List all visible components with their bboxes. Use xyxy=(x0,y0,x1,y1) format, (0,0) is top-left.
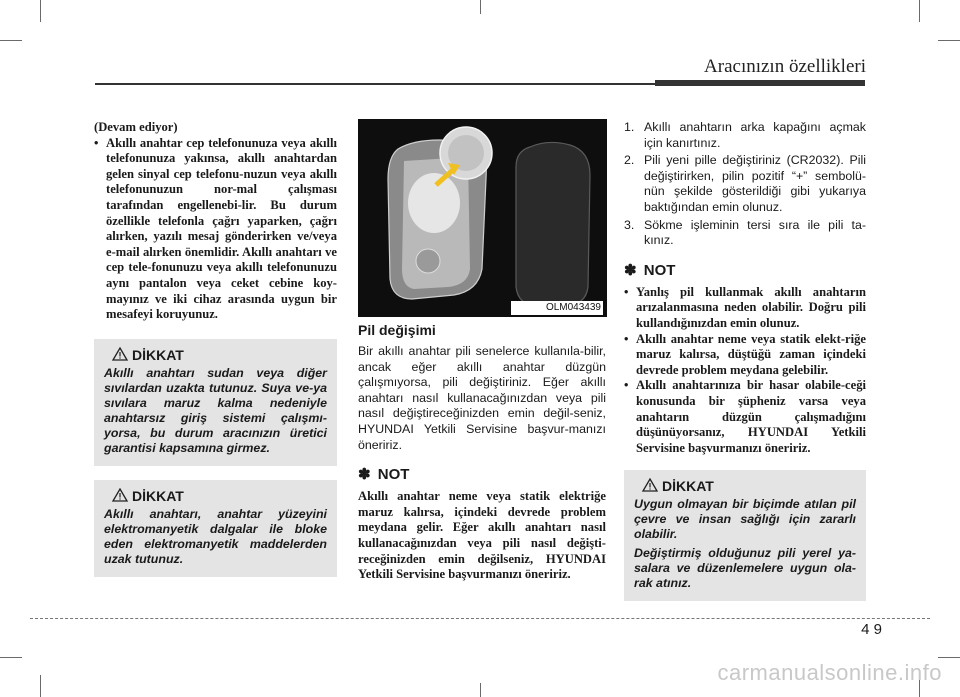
crop-mark xyxy=(40,0,41,22)
crop-mark xyxy=(480,683,481,697)
note-bullet: • Yanlış pil kullanmak akıllı anahtarın arızalanmasına neden olabilir. Doğru pili kullandığınızdan emin olunuz. xyxy=(624,285,866,332)
warning-triangle-icon xyxy=(112,488,128,502)
middle-column xyxy=(358,322,606,583)
smart-key-battery-illustration xyxy=(358,119,607,317)
note-heading xyxy=(624,261,866,279)
caution-title: DİKKAT xyxy=(662,478,714,495)
caution-box-water xyxy=(94,339,337,466)
crop-mark xyxy=(938,657,960,658)
caution-title: DİKKAT xyxy=(132,346,184,363)
right-column xyxy=(624,120,866,601)
crop-mark xyxy=(919,0,920,22)
page-number xyxy=(861,621,882,638)
note-bullet: • Akıllı anahtarınıza bir hasar olabile-ceği konusunda bir şüpheniz varsa veya anahtarın düzgün çalışmadığını düşünüyorsanız, HYUNDAI Yetkili Servisine başvurmanızı öneririz. xyxy=(624,378,866,456)
note-heading xyxy=(358,465,606,483)
crop-mark xyxy=(0,40,22,41)
crop-mark xyxy=(40,675,41,697)
left-column xyxy=(94,120,337,577)
crop-mark xyxy=(0,657,22,658)
caution-box-disposal xyxy=(624,470,866,601)
note-star-icon: ✽ xyxy=(358,466,371,484)
footer-dashed-rule xyxy=(30,618,930,619)
note-text: Akıllı anahtar neme veya statik elektriğe maruz kalırsa, içindeki devrede problem meydana gelir. Eğer akıllı anahtarı nasıl kullanacağınızdan veya pili nasıl değişti-receğinizden emin değilseniz, HYUNDAI Yetkili Servisine başvurmanızı öneririz. xyxy=(358,489,606,582)
phone-interference-bullet: • Akıllı anahtar cep telefonunuza veya akıllı telefonunuza yakınsa, akıllı anahtardan gelen sinyal cep telefonu-nuzun veya akıllı telefonunuzun nor-mal çalışması tarafından engellenebi-lir. Bu durum özellikle telefonla çağrı yaparken, çağrı alırken, yazılı mesaj gönderirken ve/veya e-mail alırken önemlidir. Akıllı anahtarı ve cep tele-fonunuzu veya akıllı telefonunuzu aynı pantalon veya ceket cebine koy-mayınız ve iki cihaz arasında uygun bir mesafeyi koruyunuz. xyxy=(94,136,337,323)
caution-heading xyxy=(104,347,327,363)
note-title: NOT xyxy=(377,466,410,484)
caution-text: Akıllı anahtarı, anahtar yüzeyini elektromanyetik dalgalar ile bloke eden elektromanyetik maddelerden uzak tutunuz. xyxy=(104,506,327,566)
page-number-value: 9 xyxy=(873,621,882,638)
warning-triangle-icon xyxy=(642,478,658,492)
smart-key-drawing xyxy=(358,119,607,317)
step-item: 2. Pili yeni pille değiştiriniz (CR2032). Pili değiştirirken, pilin pozitif “+” sembolü-nün şekilde gösterildiği gibi yukarıya baktığından emin olunuz. xyxy=(624,153,866,214)
caution-text: Uygun olmayan bir biçimde atılan pil çevre ve insan sağlığı için zararlı olabilir. xyxy=(634,497,856,542)
crop-mark xyxy=(938,40,960,41)
step-item: 1. Akıllı anahtarın arka kapağını açmak için kanırtınız. xyxy=(624,120,866,150)
caution-heading xyxy=(634,478,856,494)
step-item: 3. Sökme işleminin tersi sıra ile pili ta-kınız. xyxy=(624,217,866,248)
note-star-icon: ✽ xyxy=(624,261,637,279)
note-title: NOT xyxy=(643,261,676,279)
caution-title: DİKKAT xyxy=(132,487,184,504)
page-section: 4 xyxy=(861,621,870,638)
header-bar xyxy=(655,80,865,86)
caution-text: Değiştirmiş olduğunuz pili yerel ya-salara ve düzenlemelere uygun ola-rak atınız. xyxy=(634,546,856,591)
caution-text: Akıllı anahtarı sudan veya diğer sıvılardan uzakta tutunuz. Suya ve-ya sıvılara maruz kalma nedeniyle anahtarsız giriş sistemi çalışmı-yorsa, bu durum aracınızın üretici garantisi kapsamına girmez. xyxy=(104,365,327,455)
crop-mark xyxy=(480,0,481,14)
battery-replacement-title: Pil değişimi xyxy=(358,322,436,338)
warning-triangle-icon xyxy=(112,347,128,361)
battery-replacement-text: Bir akıllı anahtar pili senelerce kullanıla-bilir, ancak eğer akıllı anahtar düzgün çalışmıyorsa, pili değiştiriniz. Eğer akıllı anahtarı nasıl kullanacağınızdan veya pili nasıl değiştireceğinizden emin değil-seniz, HYUNDAI Yetkili Servisine başvur-manızı öneririz. xyxy=(358,344,606,452)
watermark: carmanualsonline.info xyxy=(717,660,942,685)
caution-box-electromagnetic xyxy=(94,480,337,577)
caution-heading xyxy=(104,488,327,504)
page-header-title: Aracınızın özellikleri xyxy=(704,56,866,77)
continued-label: (Devam ediyor) xyxy=(94,120,178,134)
figure-code-label: OLM043439 xyxy=(511,301,603,315)
note-bullet: • Akıllı anahtar neme veya statik elekt-riğe maruz kalırsa, düştüğü zaman içindeki devrede problem meydana gelebilir. xyxy=(624,332,866,379)
